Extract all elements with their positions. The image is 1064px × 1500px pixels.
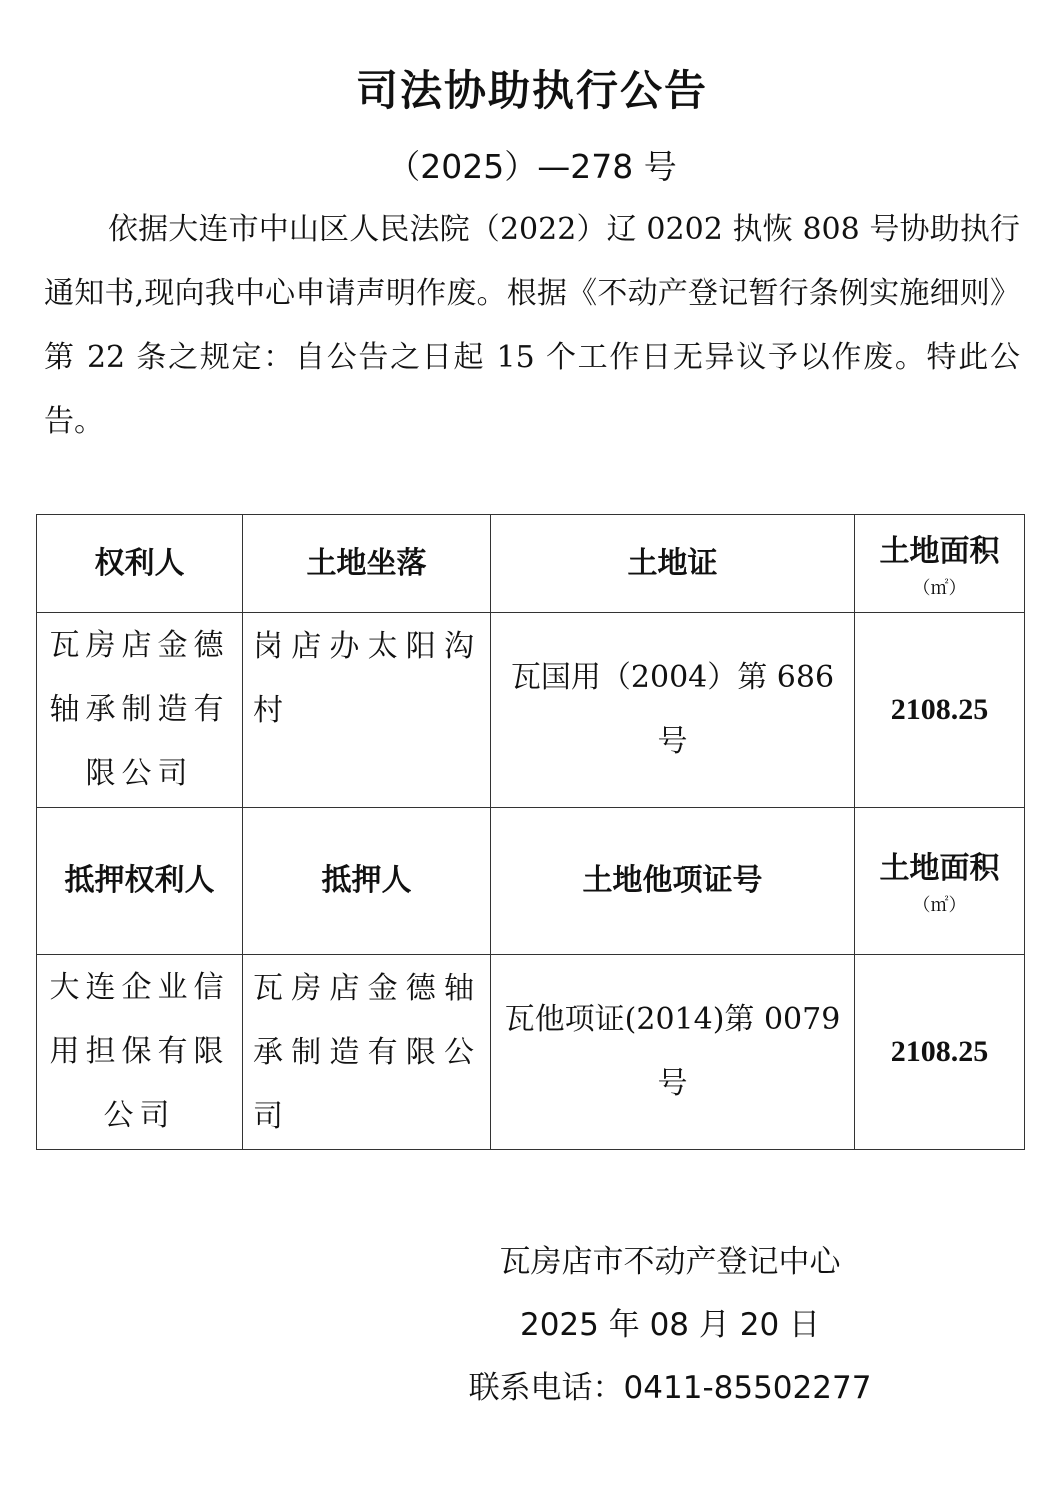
cell-location: 岗店办太阳沟村 — [243, 613, 491, 808]
notice-number: （2025）—278 号 — [387, 147, 677, 186]
cell-mortgagee: 大连企业信用担保有限公司 — [37, 955, 243, 1150]
notice-body: 依据大连市中山区人民法院（2022）辽 0202 执恢 808 号协助执行通知书,现向我中心申请声明作废。根据《不动产登记暂行条例实施细则》第 22 条之规定：自公告之日起 15 个工作日无异议予以作废。特此公告。 — [44, 212, 1020, 439]
header-other-cert: 土地他项证号 — [491, 808, 855, 955]
land-info-table — [36, 514, 1025, 1150]
header-area-unit: （㎡） — [912, 577, 967, 599]
header-location: 土地坐落 — [243, 515, 491, 613]
notice-title: 司法协助执行公告 — [355, 66, 708, 115]
table-row — [37, 955, 1025, 1150]
header-area — [855, 515, 1025, 613]
header-mortgagor: 抵押人 — [243, 808, 491, 955]
header-area-unit-2: （㎡） — [912, 895, 967, 916]
cell-certificate: 瓦国用（2004）第 686 号 — [491, 613, 855, 808]
issuer-name: 瓦房店市不动产登记中心 — [499, 1244, 841, 1280]
cell-area: 2108.25 — [855, 613, 1025, 808]
header-owner: 权利人 — [37, 515, 243, 613]
header-mortgagee: 抵押权利人 — [37, 808, 243, 955]
table-row — [37, 613, 1025, 808]
header-certificate: 土地证 — [491, 515, 855, 613]
table-header-row-mortgage — [37, 808, 1025, 955]
cell-owner: 瓦房店金德轴承制造有限公司 — [37, 613, 243, 808]
header-area-2 — [855, 808, 1025, 955]
table-header-row — [37, 515, 1025, 613]
contact-phone: 联系电话：0411-85502277 — [468, 1370, 872, 1406]
issue-date: 2025 年 08 月 20 日 — [519, 1307, 821, 1343]
land-info-table-wrapper — [36, 514, 1024, 1150]
cell-mortgagor: 瓦房店金德轴承制造有限公司 — [243, 955, 491, 1150]
header-area-label: 土地面积 — [879, 533, 1000, 569]
cell-other-cert: 瓦他项证(2014)第 0079 号 — [491, 955, 855, 1150]
header-area-label-2: 土地面积 — [879, 851, 1000, 886]
cell-area-2: 2108.25 — [855, 955, 1025, 1150]
